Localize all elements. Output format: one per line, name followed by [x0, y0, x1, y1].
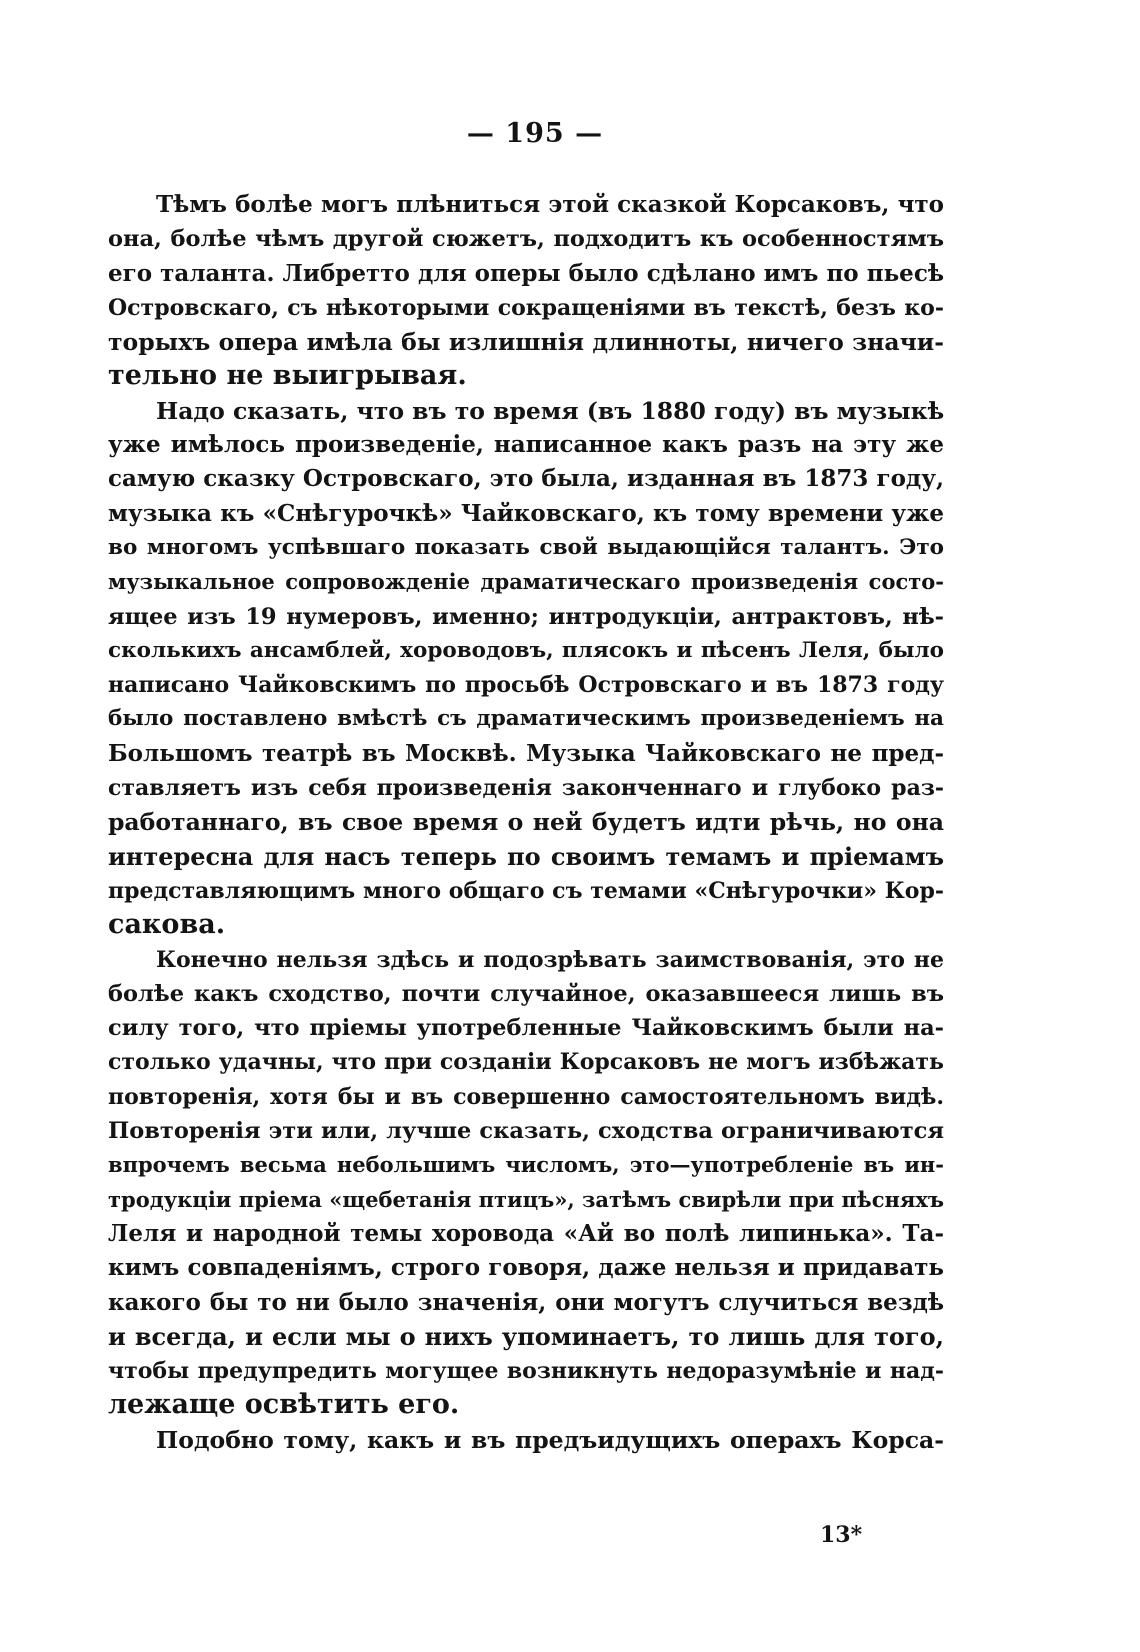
text-line: силу того, что пріемы употребленные Чайковскимъ были на- — [108, 1015, 944, 1042]
page-number: — 195 — — [466, 118, 604, 149]
text-line: его таланта. Либретто для оперы было сдѣлано имъ по пьесѣ — [108, 259, 944, 287]
text-line: Надо сказать, что въ то время (въ 1880 году) въ музыкѣ — [156, 396, 944, 425]
text-line: Подобно тому, какъ и въ предъидущихъ операхъ Корса- — [156, 1425, 944, 1454]
text-line: лежаще освѣтить его. — [108, 1389, 460, 1421]
text-line: она, болѣе чѣмъ другой сюжетъ, подходитъ къ особенностямъ — [108, 226, 944, 253]
text-line: какого бы то ни было значенія, они могутъ случиться вездѣ — [108, 1288, 944, 1316]
signature-mark: 13* — [820, 1522, 863, 1548]
text-line: музыкальное сопровожденіе драматическаго произведенія состо- — [108, 569, 944, 595]
text-line: во многомъ успѣвшаго показать свой выдающійся талантъ. Это — [108, 534, 944, 560]
text-line: Тѣмъ болѣе могъ плѣниться этой сказкой Корсаковъ, что — [156, 191, 944, 218]
text-line: сколькихъ ансамблей, хороводовъ, плясокъ и пѣсенъ Леля, было — [108, 637, 944, 663]
text-line: работаннаго, въ свое время о ней будетъ идти рѣчь, но она — [108, 808, 944, 837]
body-text — [108, 188, 944, 1457]
text-line: уже имѣлось произведеніе, написанное какъ разъ на эту же — [108, 431, 944, 459]
text-line: Островскаго, съ нѣкоторыми сокращеніями въ текстѣ, безъ ко- — [108, 294, 944, 321]
text-line: и всегда, и если мы о нихъ упоминаетъ, то лишь для того, — [108, 1321, 944, 1351]
text-line: Повторенія эти или, лучше сказать, сходства ограничиваются — [108, 1118, 944, 1145]
text-line: представляющимъ много общаго съ темами «Снѣгурочки» Кор- — [108, 877, 944, 904]
text-line: тельно не выигрывая. — [108, 360, 467, 392]
text-line: впрочемъ весьма небольшимъ числомъ, это—употребленіе въ ин- — [108, 1152, 944, 1178]
text-line: чтобы предупредить могущее возникнуть недоразумѣніе и над- — [108, 1358, 944, 1385]
text-line: торыхъ опера имѣла бы излишнія длинноты, ничего значи- — [108, 328, 944, 357]
text-line: ящее изъ 19 нумеровъ, именно; интродукціи, антрактовъ, нѣ- — [108, 603, 944, 630]
text-line: самую сказку Островскаго, это была, изданная въ 1873 году, — [108, 465, 944, 493]
text-line: повторенія, хотя бы и въ совершенно самостоятельномъ видѣ. — [108, 1083, 944, 1110]
text-line: Конечно нельзя здѣсь и подозрѣвать заимствованія, это не — [156, 946, 944, 973]
text-line: кимъ совпаденіямъ, строго говоря, даже нельзя и придавать — [108, 1254, 944, 1282]
text-line: Леля и народной темы хоровода «Ай во полѣ липинька». Та- — [108, 1219, 944, 1247]
text-line: болѣе какъ сходство, почти случайное, оказавшееся лишь въ — [108, 980, 944, 1007]
text-line: столько удачны, что при созданіи Корсаковъ не могъ избѣжать — [108, 1049, 944, 1076]
text-line: Большомъ театрѣ въ Москвѣ. Музыка Чайковскаго не пред- — [108, 739, 944, 767]
text-line: тродукціи пріема «щебетанія птицъ», затѣмъ свирѣли при пѣсняхъ — [108, 1186, 944, 1212]
text-line: музыка къ «Снѣгурочкѣ» Чайковскаго, къ тому времени уже — [108, 499, 944, 527]
text-line: интересна для насъ теперь по своимъ темамъ и пріемамъ — [108, 841, 944, 871]
text-line: ставляетъ изъ себя произведенія законченнаго и глубоко раз- — [108, 775, 944, 802]
text-line: было поставлено вмѣстѣ съ драматическимъ произведеніемъ на — [108, 706, 944, 732]
text-line: написано Чайковскимъ по просьбѣ Островскаго и въ 1873 году — [108, 672, 944, 699]
text-line: сакова. — [108, 909, 226, 941]
